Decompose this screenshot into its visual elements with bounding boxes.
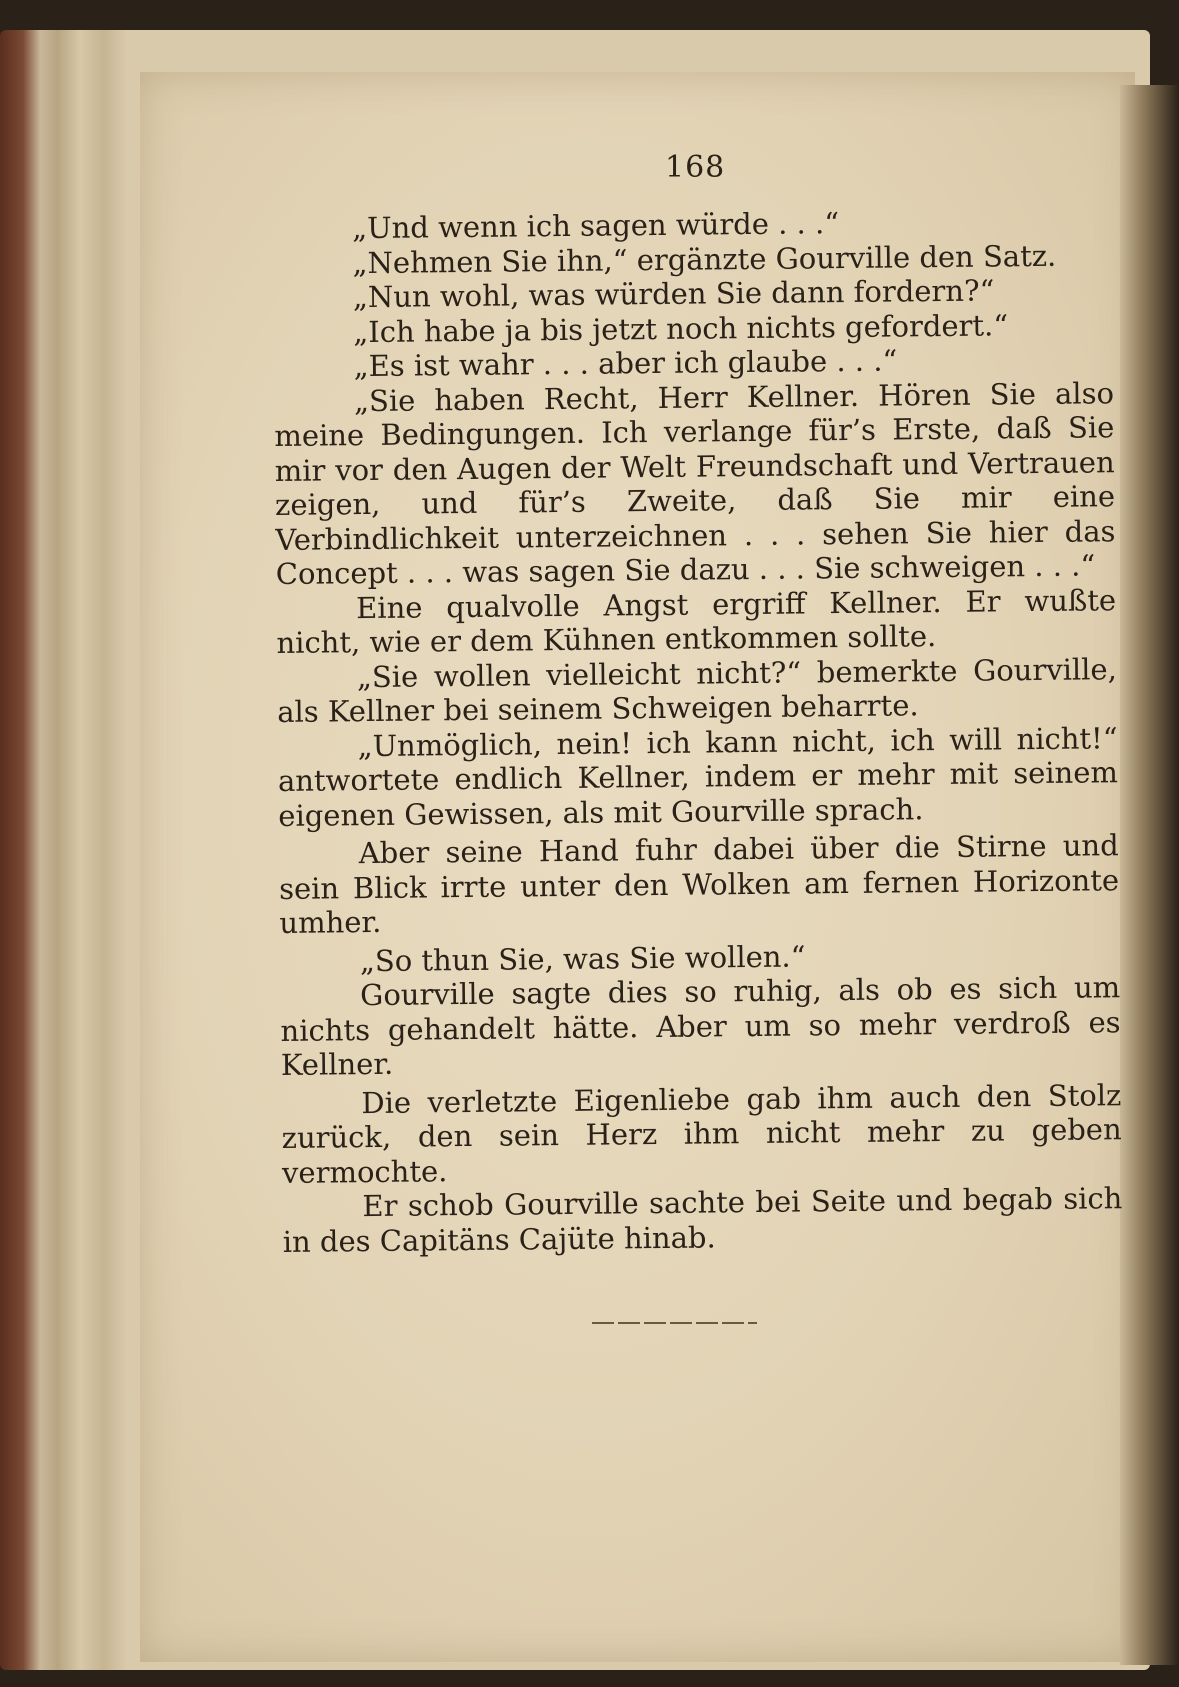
paragraph: „Sie wollen vielleicht nicht?“ bemerkte Gourville, als Kellner bei seinem Schweigen beharrte. [277,651,1118,729]
paragraph: „Nehmen Sie ihn,“ ergänzte Gourville den Satz. [352,238,1057,280]
paragraph: „Unmöglich, nein! ich kann nicht, ich will nicht!“ antwortete endlich Kellner, indem er mehr mit seinem eigenen Gewissen, als mit Gourville sprach. [277,720,1119,833]
paragraph: Gourville sagte dies so ruhig, als ob es sich um nichts gehandelt hätte. Aber um so mehr verdroß es Kellner. [280,970,1121,1082]
section-end-rule [592,1322,757,1324]
paragraph: „Und wenn ich sagen würde . . .“ [351,206,840,246]
paragraph: „Ich habe ja bis jetzt noch nichts gefordert.“ [353,307,1009,349]
paragraph: Aber seine Hand fuhr dabei über die Stirne und sein Blick irrte unter den Wolken am fernen Horizonte umher. [278,828,1120,940]
paragraph: Die verletzte Eigenliebe gab ihm auch den Stolz zurück, den sein Herz ihm nicht mehr zu geben vermochte. [281,1077,1122,1190]
page-number: 168 [665,150,726,185]
paragraph: Eine qualvolle Angst ergriff Kellner. Er wußte nicht, wie er dem Kühnen entkommen sollte. [276,582,1117,660]
paragraph: Er schob Gourville sachte bei Seite und begab sich in des Capitäns Cajüte hinab. [282,1181,1123,1259]
book-spine [1120,85,1179,1665]
page-text [272,203,1123,1259]
paragraph: „Es ist wahr . . . aber ich glaube . . .“ [353,343,898,384]
paragraph: „So thun Sie, was Sie wollen.“ [359,938,806,978]
paragraph: „Sie haben Recht, Herr Kellner. Hören Sie also meine Bedingungen. Ich verlange für’s Erste, daß Sie mir vor den Augen der Welt Freundschaft und Vertrauen zeigen, und für’s Zweite, daß Sie mir eine Verbindlichkeit unterzeichnen . . . sehen Sie hier das Concept . . . was sagen Sie dazu . . . Sie schweigen . . .“ [274,375,1116,591]
paragraph: „Nun wohl, was würden Sie dann fordern?“ [352,273,995,315]
